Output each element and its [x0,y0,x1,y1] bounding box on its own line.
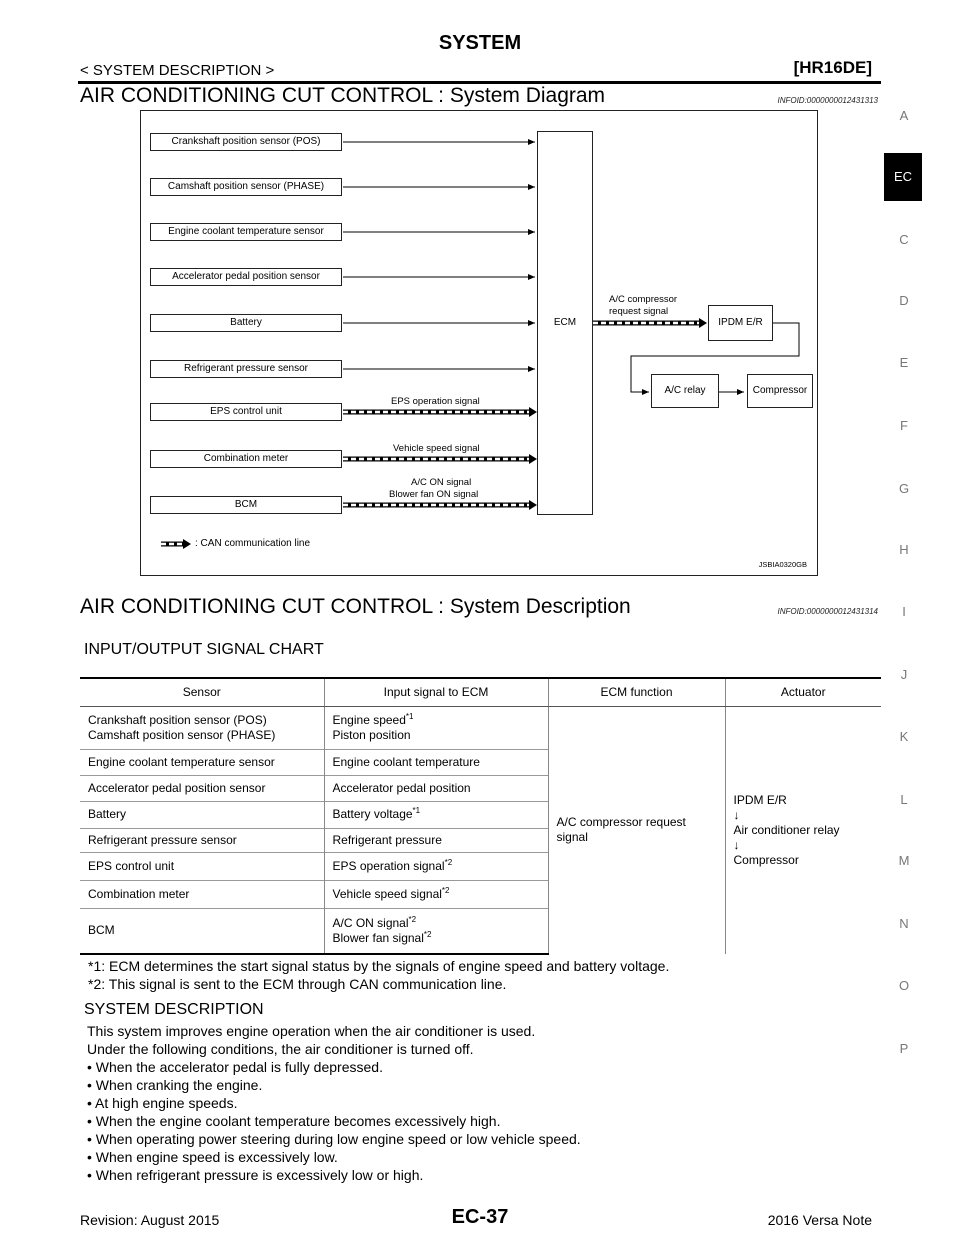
cell-signal: Piston position [332,727,411,742]
bullet-text: When the engine coolant temperature becomes excessively high. [95,1113,501,1129]
legend-label: : CAN communication line [195,538,311,549]
cell-sensor: Camshaft position sensor (PHASE) [88,727,276,742]
nav-letter-d[interactable]: D [899,293,909,308]
actuator-line: Air conditioner relay [733,822,840,837]
cell-signal: Blower fan signal [332,930,424,945]
cell-sensor: Crankshaft position sensor (POS) [88,712,267,727]
infoid-description: INFOID:0000000012431314 [777,607,878,616]
nav-letter-g[interactable]: G [898,481,910,496]
box-bcm: BCM [150,496,342,514]
cell-sensor: Battery [80,801,324,828]
list-item: • When engine speed is excessively low. [87,1149,338,1165]
cell-signal: Engine speed [332,712,406,727]
cell-sensor: EPS control unit [80,852,324,880]
box-compressor: Compressor [747,374,813,408]
page-title: SYSTEM [438,32,522,54]
footnote-ref: *1 [405,711,414,721]
box-crankshaft-sensor: Crankshaft position sensor (POS) [150,133,342,151]
chart-heading: INPUT/OUTPUT SIGNAL CHART [84,641,324,658]
box-eps-control-unit: EPS control unit [150,403,342,421]
bullet-text: When refrigerant pressure is excessively low or high. [95,1167,424,1183]
revision-date: Revision: August 2015 [80,1212,220,1228]
model-name: 2016 Versa Note [767,1212,872,1228]
cell-signal: EPS operation signal [332,858,445,873]
intro-line: Under the following conditions, the air conditioner is turned off. [87,1041,474,1057]
bullet-text: When operating power steering during low engine speed or low vehicle speed. [95,1131,581,1147]
label-ac-on: A/C ON signal [411,477,472,488]
label-vehicle-speed: Vehicle speed signal [393,443,480,454]
intro-line: This system improves engine operation when the air conditioner is used. [87,1023,536,1039]
can-line-meter [343,454,537,464]
can-line-ipdm [593,318,707,328]
page-number: EC-37 [451,1206,509,1228]
table-header-row [80,678,881,706]
box-battery: Battery [150,314,342,332]
breadcrumb: < SYSTEM DESCRIPTION > [80,62,275,79]
nav-letter-i[interactable]: I [902,604,906,619]
nav-letter-k[interactable]: K [899,729,909,744]
box-accelerator-sensor: Accelerator pedal position sensor [150,268,342,286]
th-actuator: Actuator [725,678,881,706]
label-blower-on: Blower fan ON signal [389,489,479,500]
nav-letter-h[interactable]: H [899,542,909,557]
actuator-line: Compressor [733,852,799,867]
cell-signal: Engine coolant temperature [324,749,548,775]
nav-letter-c[interactable]: C [899,232,909,247]
legend-can-symbol [161,539,191,549]
nav-letter-e[interactable]: E [899,355,909,370]
system-diagram [140,110,818,576]
list-item: • When the engine coolant temperature becomes excessively high. [87,1113,501,1129]
nav-letter-l[interactable]: L [900,792,908,807]
box-ipdm: IPDM E/R [708,305,773,341]
list-item: • When the accelerator pedal is fully depressed. [87,1059,383,1075]
figure-id: JSBIA0320GB [758,560,807,569]
footnote-ref: *2 [441,885,450,895]
section-title-diagram: AIR CONDITIONING CUT CONTROL : System Diagram [80,84,606,107]
cell-sensor: Accelerator pedal position sensor [80,775,324,801]
cell-signal: Battery voltage [332,807,413,821]
nav-letter-f[interactable]: F [900,418,908,433]
box-camshaft-sensor: Camshaft position sensor (PHASE) [150,178,342,196]
box-refrigerant-sensor: Refrigerant pressure sensor [150,360,342,378]
nav-letter-n[interactable]: N [899,916,909,931]
label-ac-request-1: A/C compressor [609,294,678,305]
nav-letter-j[interactable]: J [900,667,908,682]
cell-sensor: Engine coolant temperature sensor [80,749,324,775]
cell-signal: Vehicle speed signal [332,886,442,901]
infoid-diagram: INFOID:0000000012431313 [777,96,878,105]
footnote-ref: *2 [408,914,417,924]
cell-signal: A/C ON signal [332,915,409,930]
footnote-2: *2: This signal is sent to the ECM through CAN communication line. [88,976,507,992]
footnote-ref: *2 [423,929,432,939]
cell-ecm-function [548,706,725,954]
can-line-eps [343,407,537,417]
bullet-text: When engine speed is excessively low. [95,1149,338,1165]
list-item: • At high engine speeds. [87,1095,238,1111]
arrow-down-icon: ↓ [733,837,740,852]
box-ecm: ECM [537,131,593,515]
cell-sensor: BCM [80,908,324,954]
footnote-ref: *1 [412,806,421,815]
th-input-signal: Input signal to ECM [324,678,548,706]
list-item: • When operating power steering during low engine speed or low vehicle speed. [87,1131,581,1147]
bullet-text: When the accelerator pedal is fully depressed. [95,1059,383,1075]
actuator-line: IPDM E/R [733,792,787,807]
list-item: • When refrigerant pressure is excessively low or high. [87,1167,424,1183]
box-combination-meter: Combination meter [150,450,342,468]
label-ac-request-2: request signal [609,306,669,317]
cell-signal: Refrigerant pressure [324,828,548,852]
nav-letter-m[interactable]: M [898,853,910,868]
cell-sensor: Refrigerant pressure sensor [80,828,324,852]
nav-letter-ec-active[interactable]: EC [884,153,922,201]
footnote-1: *1: ECM determines the start signal status by the signals of engine speed and battery voltage. [88,958,670,974]
nav-letter-o[interactable]: O [898,978,910,993]
ecm-function-line: signal [556,830,588,845]
label-eps-signal: EPS operation signal [391,396,480,407]
cell-actuator [725,706,881,954]
bullet-text: At high engine speeds. [95,1095,238,1111]
cell-signal: Accelerator pedal position [324,775,548,801]
cell-sensor: Combination meter [80,880,324,908]
can-line-bcm [343,500,537,510]
arrow-down-icon: ↓ [733,807,740,822]
list-item: • When cranking the engine. [87,1077,263,1093]
bullet-text: When cranking the engine. [95,1077,263,1093]
footnote-ref: *2 [444,857,453,867]
table-row [80,706,881,749]
th-sensor: Sensor [80,678,324,706]
box-ac-relay: A/C relay [651,374,719,408]
ecm-function-line: A/C compressor request [556,815,686,830]
box-coolant-sensor: Engine coolant temperature sensor [150,223,342,241]
nav-letter-a[interactable]: A [899,108,909,123]
signal-chart-table [80,677,881,955]
engine-code: [HR16DE] [793,58,872,77]
th-ecm-function: ECM function [548,678,725,706]
system-description-heading: SYSTEM DESCRIPTION [84,1001,264,1018]
nav-letter-p[interactable]: P [899,1041,909,1056]
section-title-description: AIR CONDITIONING CUT CONTROL : System Description [80,595,631,618]
